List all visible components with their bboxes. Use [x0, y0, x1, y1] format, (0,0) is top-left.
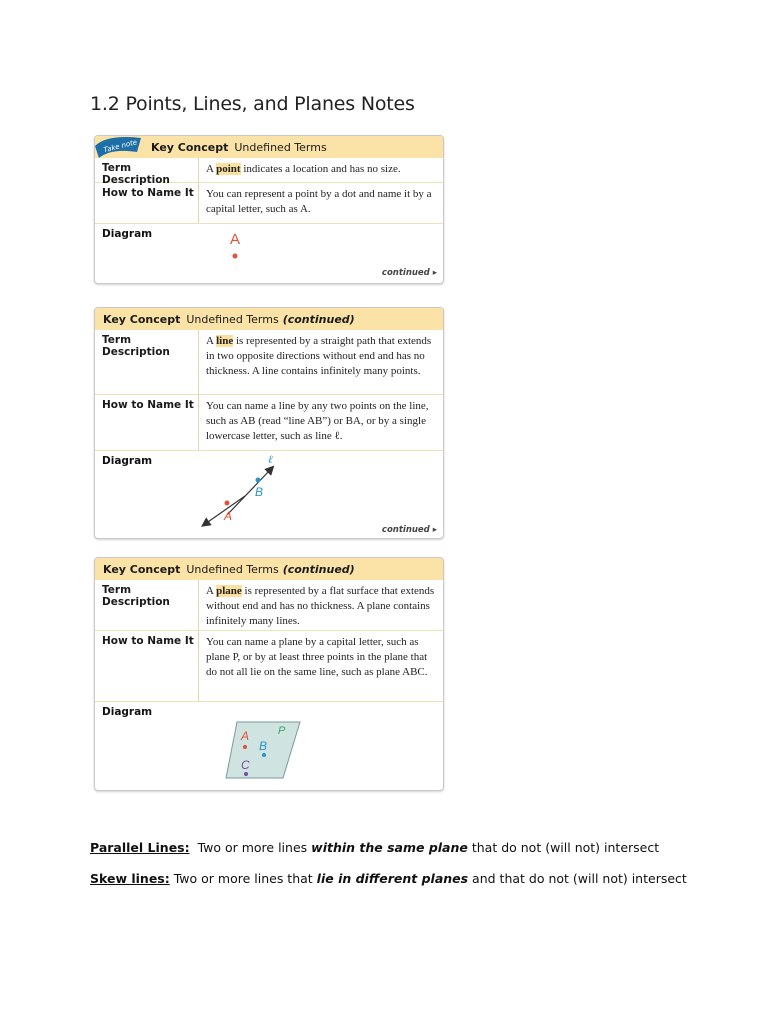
- parallel-emphasis: within the same plane: [311, 840, 468, 855]
- term-highlight: line: [216, 335, 234, 347]
- how-to-name-row: [95, 631, 443, 702]
- diagram-label: Diagram: [102, 228, 153, 240]
- term-description-row: [95, 330, 443, 395]
- diagram-row: [95, 702, 443, 790]
- card-header: [95, 308, 443, 330]
- point-label-a: A: [230, 231, 241, 248]
- term-highlight: point: [216, 163, 241, 175]
- diagram-row: [95, 451, 443, 539]
- key-concept-label: Key Concept: [103, 562, 181, 576]
- continued-label: continued ▸: [381, 268, 437, 278]
- continued-label: continued ▸: [381, 525, 437, 535]
- card-continued: (continued): [282, 562, 355, 576]
- term-description-label: Term Description: [102, 162, 170, 186]
- key-concept-card-line: [94, 307, 444, 539]
- card-header: [95, 558, 443, 580]
- how-to-name-row: [95, 183, 443, 224]
- point-label-b: B: [255, 485, 264, 499]
- term-description-text: [198, 330, 443, 394]
- card-topic: Undefined Terms: [234, 140, 327, 154]
- point-dot-b: [256, 478, 261, 483]
- skew-post: and that do not (will not) intersect: [468, 871, 687, 886]
- plane-label-p: P: [278, 725, 286, 737]
- card-topic: Undefined Terms: [186, 562, 279, 576]
- term-description-text: [198, 580, 443, 630]
- skew-pre: Two or more lines that: [173, 871, 317, 886]
- key-concept-label: Key Concept: [103, 312, 181, 326]
- term-post: indicates a location and has no size.: [240, 163, 401, 175]
- plane-diagram: [95, 702, 443, 790]
- point-dot-a: [243, 745, 247, 749]
- how-to-name-label: How to Name It: [102, 399, 194, 411]
- skew-lines-term: Skew lines:: [90, 871, 170, 886]
- point-label-a: A: [224, 509, 233, 523]
- skew-lines-definition: [90, 871, 687, 886]
- diagram-row: [95, 224, 443, 282]
- term-post: is represented by a straight path that extends in two opposite directions without end and has no thickness. A line contains infinitely many points.: [206, 335, 432, 377]
- term-highlight: plane: [216, 585, 242, 597]
- how-to-name-text: You can name a plane by a capital letter, such as plane P, or by at least three points in the plane that do not all lie on the same line, such as plane ABC.: [198, 631, 443, 701]
- point-label-b: B: [259, 739, 268, 753]
- term-pre: A: [206, 585, 217, 597]
- parallel-post: that do not (will not) intersect: [467, 840, 660, 855]
- page-title: 1.2 Points, Lines, and Planes Notes: [90, 93, 415, 115]
- how-to-name-text: You can name a line by any two points on the line, such as AB (read “line AB”) or BA, or by a single lowercase letter, such as line ℓ.: [198, 395, 443, 450]
- term-post: is represented by a flat surface that extends without end and has no thickness. A plane contains infinitely many lines.: [206, 585, 435, 627]
- card-continued: (continued): [282, 312, 355, 326]
- parallel-lines-term: Parallel Lines:: [90, 840, 190, 855]
- how-to-name-row: [95, 395, 443, 451]
- diagram-label: Diagram: [102, 706, 153, 718]
- term-pre: A: [206, 163, 217, 175]
- term-description-row: [95, 580, 443, 631]
- take-note-badge: [94, 135, 145, 162]
- card-topic: Undefined Terms: [186, 312, 279, 326]
- parallel-pre: Two or more lines: [197, 840, 312, 855]
- term-description-row: [95, 158, 443, 186]
- line-segment-right: [227, 469, 271, 515]
- point-dot-a: [225, 501, 230, 506]
- take-note-text: Take note: [102, 138, 138, 155]
- point-dot-b: [262, 753, 266, 757]
- diagram-label: Diagram: [102, 455, 153, 467]
- term-pre: A: [206, 335, 217, 347]
- key-concept-card-plane: [94, 557, 444, 791]
- key-concept-card-point: [94, 135, 444, 284]
- parallel-lines-definition: [90, 840, 659, 855]
- term-description-label: Term Description: [102, 584, 170, 608]
- point-dot-c: [244, 772, 248, 776]
- key-concept-label: Key Concept: [151, 140, 229, 154]
- how-to-name-label: How to Name It: [102, 635, 194, 647]
- point-dot-a: [233, 254, 238, 259]
- point-label-c: C: [241, 758, 250, 772]
- how-to-name-label: How to Name It: [102, 187, 194, 199]
- skew-emphasis: lie in different planes: [316, 871, 469, 886]
- term-description-text: [198, 158, 443, 182]
- point-label-a: A: [241, 729, 250, 743]
- how-to-name-text: You can represent a point by a dot and name it by a capital letter, such as A.: [198, 183, 443, 223]
- line-label-l: ℓ: [268, 454, 273, 466]
- term-description-label: Term Description: [102, 334, 170, 358]
- card-header: [95, 136, 443, 158]
